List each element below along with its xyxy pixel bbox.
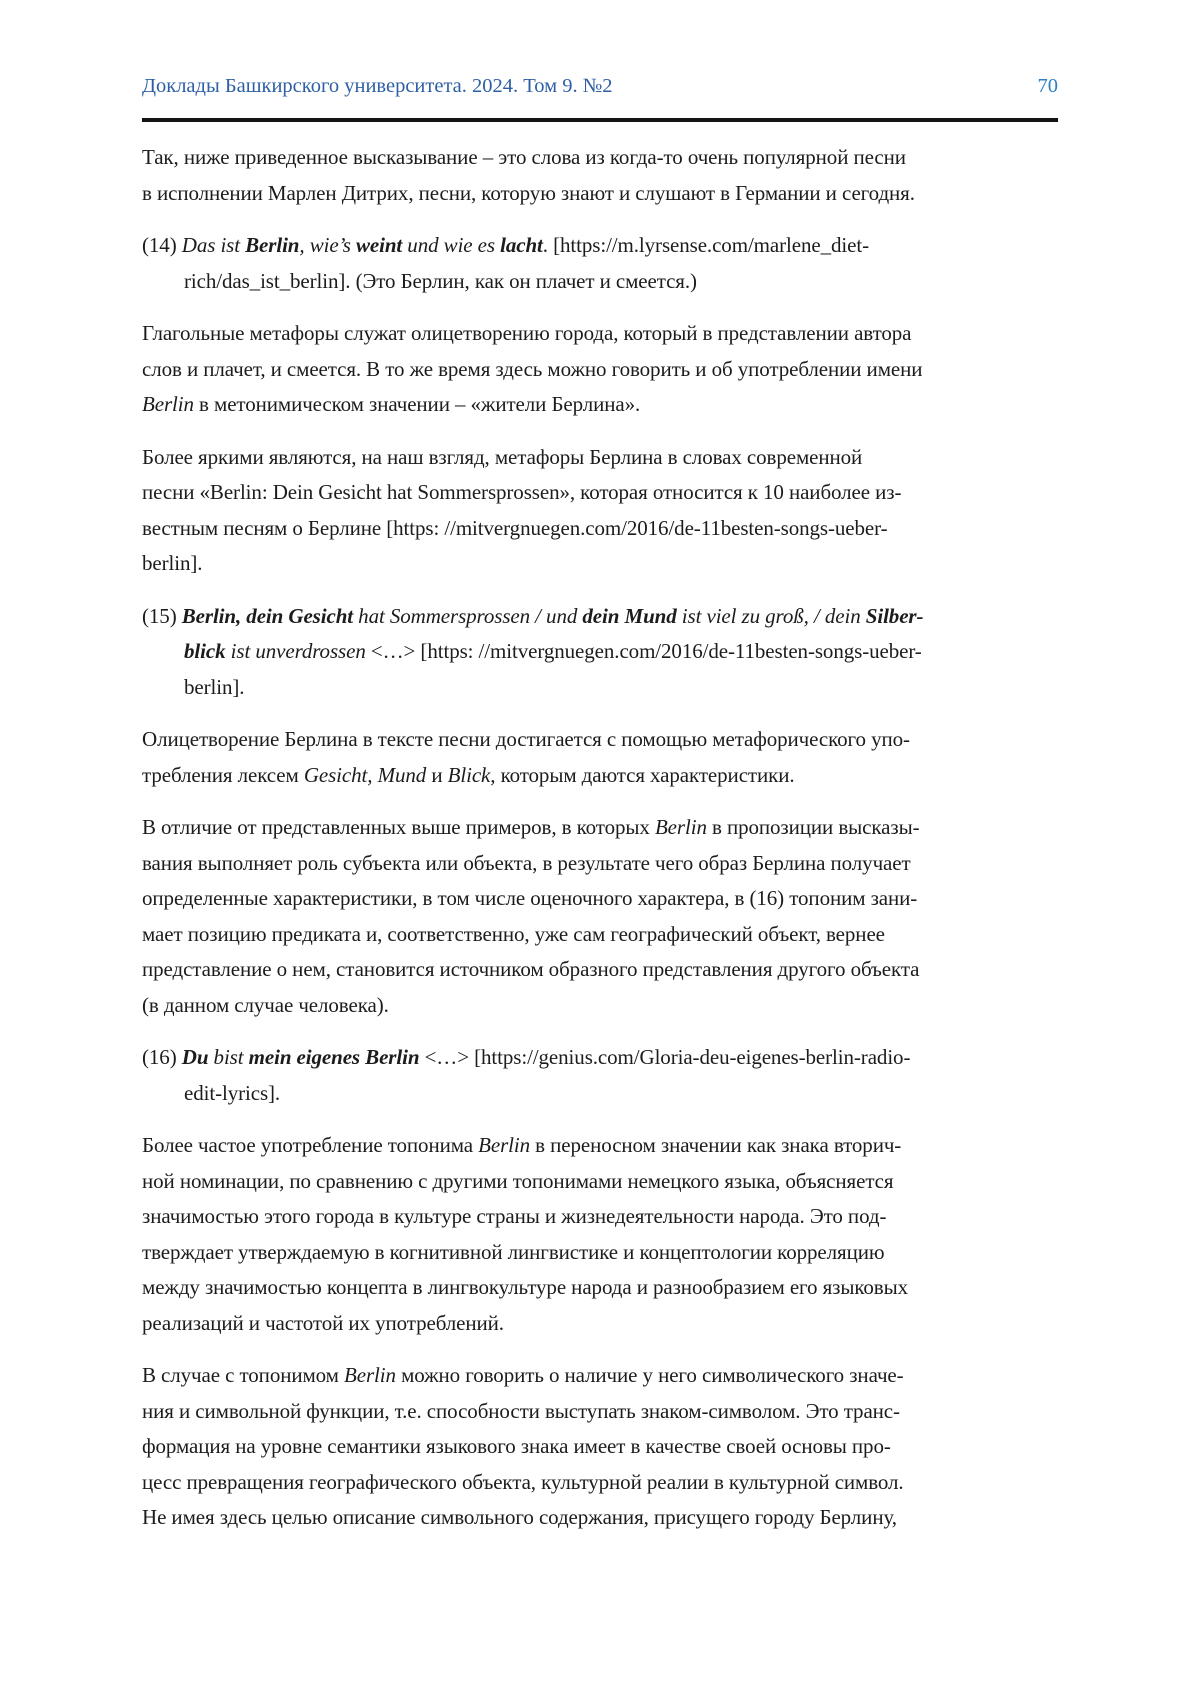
bold-italic-run: Berlin, dein Gesicht <box>181 603 359 628</box>
text-run: мает позицию предиката и, соответственно, уже сам географический объект, вернее <box>142 921 885 946</box>
text-run: цесс превращения географического объекта, культурной реалии в культурной символ. <box>142 1469 904 1494</box>
text-line <box>142 988 1058 1024</box>
text-run: требления лексем <box>142 762 304 787</box>
text-line <box>142 1164 1058 1200</box>
text-line <box>142 475 1058 511</box>
article-body <box>142 140 1058 1536</box>
text-run: В случае с топонимом <box>142 1363 345 1387</box>
text-line <box>142 387 1058 423</box>
text-line <box>142 846 1058 882</box>
text-run: rich/das_ist_berlin]. (Это Берлин, как он плачет и смеется.) <box>184 268 697 293</box>
italic-run: Berlin <box>478 1133 531 1157</box>
bold-italic-run: lacht <box>500 233 543 257</box>
text-line <box>142 1270 1058 1306</box>
bold-italic-run: weint <box>355 233 403 257</box>
bold-italic-run: Du <box>181 1045 214 1069</box>
page-header <box>142 72 1058 100</box>
text-run: которым даются характеристики. <box>495 762 795 787</box>
text-line <box>142 952 1058 988</box>
text-line <box>142 1429 1058 1465</box>
bold-italic-run: Silber- <box>865 603 924 628</box>
text-line <box>142 881 1058 917</box>
text-run: Олицетворение Берлина в тексте песни достигается с помощью метафорического упо- <box>142 727 910 751</box>
text-line <box>142 1076 1058 1112</box>
text-run: вестным песням о Берлине [https: //mitvergnuegen.com/2016/de-11besten-songs-ueber- <box>142 515 888 540</box>
bold-italic-run: blick <box>184 639 231 663</box>
text-run: edit-lyrics]. <box>184 1080 281 1105</box>
text-run: <…> [https://genius.com/Gloria-deu-eigenes-berlin-radio- <box>424 1045 911 1069</box>
italic-run: Das ist <box>181 233 246 257</box>
text-run: вания выполняет роль субъекта или объекта, в результате чего образ Берлина получает <box>142 850 911 875</box>
example-block <box>142 228 1058 299</box>
text-line <box>142 1199 1058 1235</box>
paragraph <box>142 1358 1058 1536</box>
text-run: Так, ниже приведенное высказывание – это слова из когда-то очень популярной песни <box>142 145 906 169</box>
paragraph <box>142 810 1058 1023</box>
text-run: в исполнении Марлен Дитрих, песни, которую знают и слушают в Германии и сегодня. <box>142 180 915 205</box>
text-line <box>142 1306 1058 1342</box>
text-run: тверждает утверждаемую в когнитивной лингвистике и концептологии корреляцию <box>142 1239 885 1264</box>
text-run: в переносном значении как знака вторич- <box>530 1133 902 1157</box>
text-line <box>142 1235 1058 1271</box>
text-run: между значимостью концепта в лингвокультуре народа и разнообразием его языковых <box>142 1275 909 1299</box>
text-run: berlin]. <box>184 674 245 699</box>
text-line <box>142 511 1058 547</box>
page-number: 70 <box>1037 75 1058 97</box>
text-line <box>142 599 1058 635</box>
text-line <box>142 758 1058 794</box>
text-run: представление о нем, становится источником образного представления другого объекта <box>142 957 920 981</box>
text-line <box>142 440 1058 476</box>
paragraph <box>142 1128 1058 1341</box>
text-line <box>142 546 1058 582</box>
text-line <box>142 1500 1058 1536</box>
text-run: (14) <box>142 233 182 257</box>
text-line <box>142 140 1058 176</box>
text-run: ной номинации, по сравнению с другими топонимами немецкого языка, объясняется <box>142 1168 894 1193</box>
text-line <box>142 228 1058 264</box>
italic-run: , wie’s <box>299 233 356 257</box>
text-line <box>142 1040 1058 1076</box>
italic-run: ist viel zu groß, / dein <box>681 603 866 628</box>
text-line <box>142 1358 1058 1394</box>
text-line <box>142 1394 1058 1430</box>
bold-italic-run: Berlin <box>245 233 300 257</box>
text-run: . [https://m.lyrsense.com/marlene_diet- <box>542 233 869 257</box>
italic-run: Berlin <box>654 815 707 839</box>
text-run: песни «Berlin: Dein Gesicht hat Sommersprossen», которая относится к 10 наиболее из- <box>142 480 902 504</box>
example-block <box>142 1040 1058 1111</box>
header-rule <box>142 118 1058 122</box>
text-run: в пропозиции высказы- <box>706 815 920 839</box>
italic-run: bist <box>213 1045 249 1069</box>
text-line <box>142 634 1058 670</box>
text-run: значимостью этого города в культуре страны и жизнедеятельности народа. Это под- <box>142 1204 887 1228</box>
text-run: Более частое употребление топонима <box>142 1133 479 1157</box>
text-run: (16) <box>142 1045 182 1069</box>
text-run: <…> [https: //mitvergnuegen.com/2016/de-11besten-songs-ueber- <box>370 639 922 663</box>
text-run: Глагольные метафоры служат олицетворению города, который в представлении автора <box>142 321 912 345</box>
bold-italic-run: dein Mund <box>582 603 682 628</box>
italic-run: Blick, <box>447 762 496 787</box>
text-line <box>142 917 1058 953</box>
text-run: определенные характеристики, в том числе оценочного характера, в (16) топоним зани- <box>142 886 918 910</box>
text-line <box>142 176 1058 212</box>
text-run: можно говорить о наличие у него символического значе- <box>395 1363 904 1387</box>
text-run: (15) <box>142 603 182 628</box>
text-line <box>142 722 1058 758</box>
italic-run: Berlin <box>142 392 194 416</box>
example-block <box>142 599 1058 706</box>
text-run: в метонимическом значении – «жители Берлина». <box>193 392 641 416</box>
text-line <box>142 670 1058 706</box>
paragraph <box>142 316 1058 423</box>
text-run: berlin]. <box>142 551 203 575</box>
text-line <box>142 316 1058 352</box>
paragraph <box>142 140 1058 211</box>
text-line <box>142 1128 1058 1164</box>
text-run: Не имея здесь целью описание символьного содержания, присущего городу Берлину, <box>142 1505 897 1529</box>
paragraph <box>142 440 1058 582</box>
text-run: реализаций и частотой их употреблений. <box>142 1310 504 1335</box>
text-run: и <box>426 762 448 787</box>
text-run: ния и символьной функции, т.е. способности выступать знаком-символом. Это транс- <box>142 1398 900 1423</box>
italic-run: ist unverdrossen <box>230 639 371 663</box>
text-run: слов и плачет, и смеется. В то же время здесь можно говорить и об употреблении имени <box>142 356 923 381</box>
text-line <box>142 264 1058 300</box>
journal-title: Доклады Башкирского университета. 2024. Том 9. №2 <box>142 75 613 97</box>
text-run: (в данном случае человека). <box>142 992 389 1017</box>
text-run: формация на уровне семантики языкового знака имеет в качестве своей основы про- <box>142 1434 891 1458</box>
bold-italic-run: mein eigenes Berlin <box>248 1045 425 1069</box>
text-line <box>142 352 1058 388</box>
paragraph <box>142 722 1058 793</box>
italic-run: Gesicht, Mund <box>303 762 427 787</box>
italic-run: Berlin <box>344 1363 396 1387</box>
text-line <box>142 1465 1058 1501</box>
text-run: В отличие от представленных выше примеров, в которых <box>142 815 655 839</box>
text-line <box>142 810 1058 846</box>
text-run: Более яркими являются, на наш взгляд, метафоры Берлина в словах современной <box>142 444 863 469</box>
italic-run: hat Sommersprossen / und <box>358 603 583 628</box>
italic-run: und wie es <box>402 233 501 257</box>
